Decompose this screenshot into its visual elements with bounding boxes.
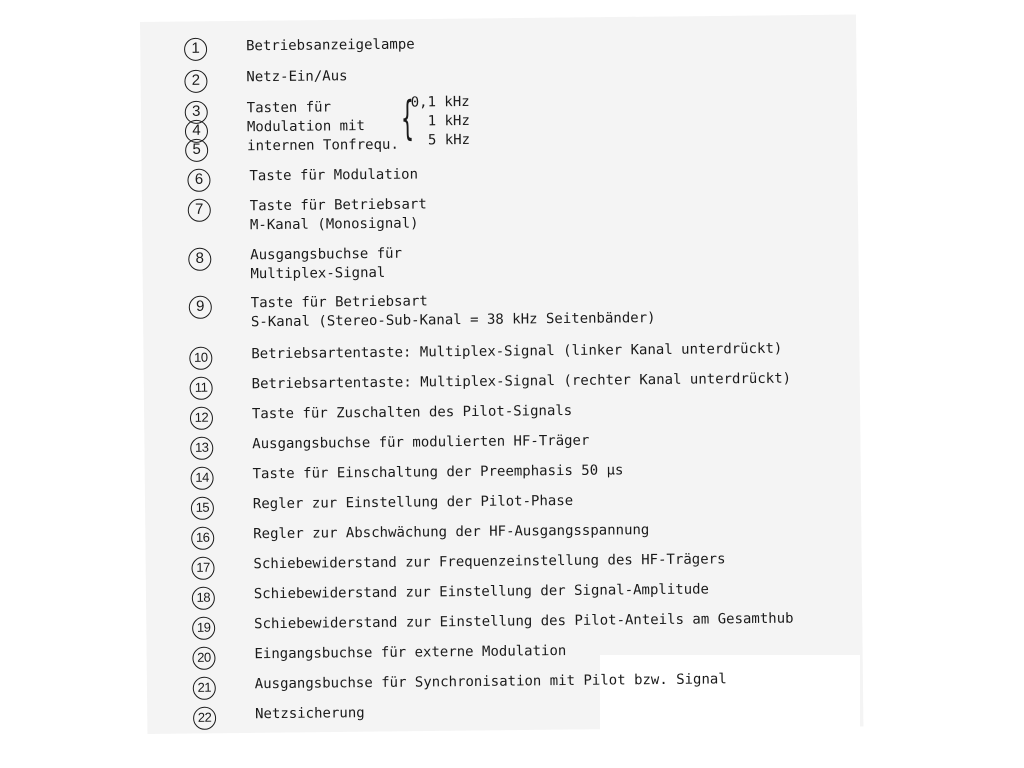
- frequency-0-1-khz: 0,1 kHz: [410, 93, 470, 111]
- frequency-5-khz: 5 kHz: [410, 131, 471, 149]
- item-number-8: 8: [188, 248, 211, 271]
- item-text-20: Eingangsbuchse für externe Modulation: [254, 642, 567, 663]
- item-text-8-line-1: Ausgangsbuchse für: [250, 245, 403, 264]
- item-number-11: 11: [190, 377, 213, 400]
- item-text-21: Ausgangsbuchse für Synchronisation mit Pilot bzw. Signal: [254, 671, 727, 693]
- item-text-2: Netz-Ein/Aus: [246, 68, 348, 86]
- item-text-6: Taste für Modulation: [249, 166, 419, 185]
- item-number-2: 2: [184, 70, 207, 93]
- item-text-3: Tasten für: [246, 99, 332, 117]
- item-number-15: 15: [191, 497, 214, 520]
- item-text-1: Betriebsanzeigelampe: [245, 36, 415, 55]
- item-text-7-line-2: M-Kanal (Monosignal): [249, 215, 419, 234]
- item-number-16: 16: [191, 527, 214, 550]
- item-text-14: Taste für Einschaltung der Preemphasis 50 µs: [252, 462, 624, 483]
- item-text-16: Regler zur Abschwächung der HF-Ausgangsspannung: [253, 522, 650, 543]
- item-text-4: Modulation mit: [246, 118, 366, 136]
- item-number-21: 21: [193, 677, 216, 700]
- item-number-14: 14: [190, 467, 213, 490]
- item-text-9-line-1: Taste für Betriebsart: [250, 293, 428, 312]
- item-number-5: 5: [185, 139, 208, 162]
- item-text-10: Betriebsartentaste: Multiplex-Signal (linker Kanal unterdrückt): [251, 340, 783, 363]
- item-number-13: 13: [190, 437, 213, 460]
- item-text-15: Regler zur Einstellung der Pilot-Phase: [252, 492, 574, 513]
- item-number-10: 10: [189, 347, 212, 370]
- item-text-8-line-2: Multiplex-Signal: [250, 264, 386, 283]
- item-number-18: 18: [192, 587, 215, 610]
- curly-brace: {: [400, 90, 415, 145]
- item-text-7-line-1: Taste für Betriebsart: [249, 196, 427, 215]
- item-text-19: Schiebewiderstand zur Einstellung des Pilot-Anteils am Gesamthub: [254, 610, 794, 633]
- item-number-12: 12: [190, 407, 213, 430]
- item-text-13: Ausgangsbuchse für modulierten HF-Träger: [252, 432, 590, 453]
- item-number-1: 1: [184, 38, 207, 61]
- item-text-11: Betriebsartentaste: Multiplex-Signal (rechter Kanal unterdrückt): [251, 370, 792, 393]
- item-text-17: Schiebewiderstand zur Frequenzeinstellung des HF-Trägers: [253, 551, 726, 573]
- item-number-3: 3: [185, 101, 208, 124]
- item-number-19: 19: [192, 617, 215, 640]
- item-text-22: Netzsicherung: [254, 705, 365, 723]
- item-number-17: 17: [191, 557, 214, 580]
- item-text-5: internen Tonfrequ.: [247, 136, 399, 155]
- item-text-12: Taste für Zuschalten des Pilot-Signals: [251, 402, 573, 423]
- item-number-9: 9: [189, 296, 212, 319]
- item-text-18: Schiebewiderstand zur Einstellung der Signal-Amplitude: [253, 581, 710, 603]
- item-number-4: 4: [185, 120, 208, 143]
- item-text-9-line-2: S-Kanal (Stereo-Sub-Kanal = 38 kHz Seitenbänder): [250, 310, 656, 331]
- item-number-22: 22: [193, 707, 216, 730]
- item-number-6: 6: [187, 169, 210, 192]
- frequency-1-khz: 1 kHz: [410, 112, 470, 130]
- item-number-7: 7: [188, 199, 211, 222]
- item-number-20: 20: [192, 647, 215, 670]
